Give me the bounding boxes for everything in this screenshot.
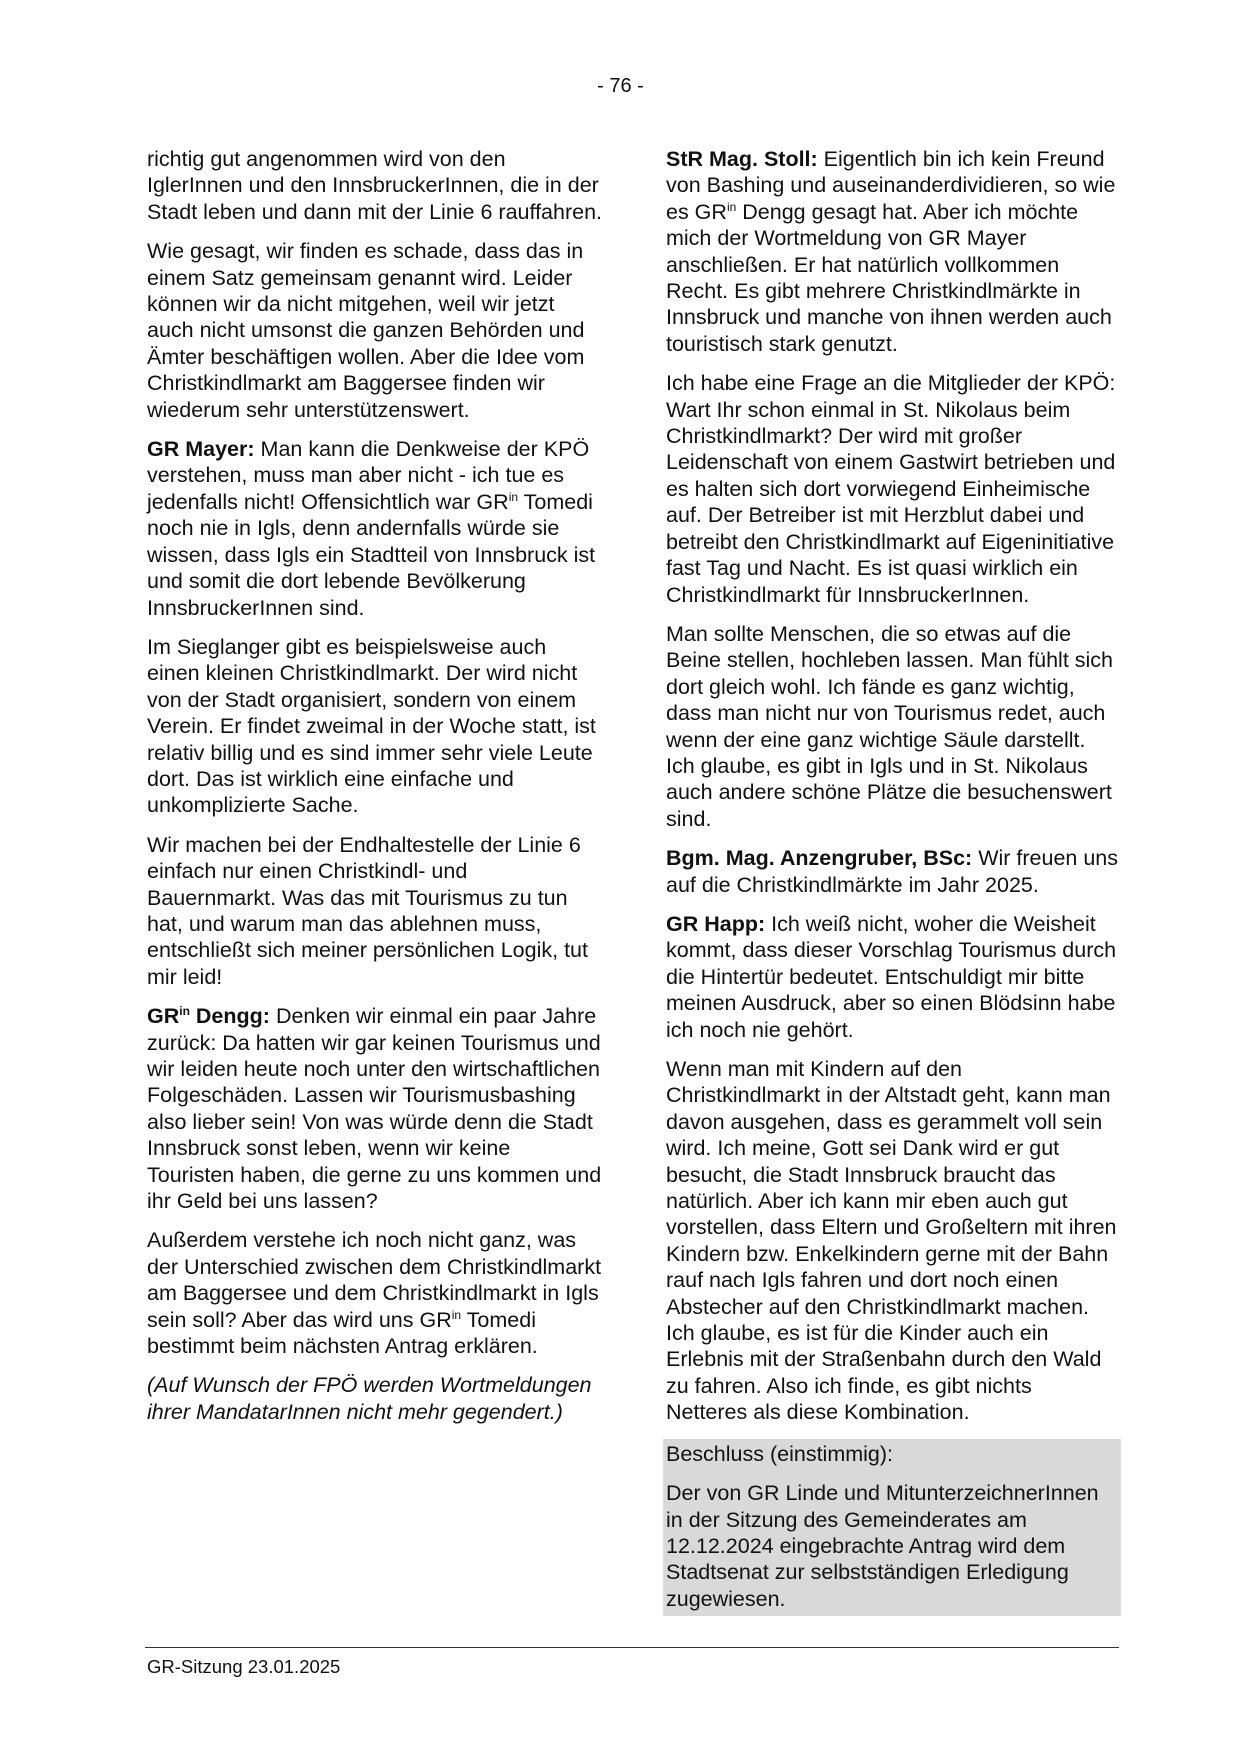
- paragraph-text: Tomedi bestimmt beim nächsten Antrag erklären.: [147, 1307, 538, 1359]
- paragraph: [666, 621, 1118, 832]
- paragraph-text: Wir freuen uns auf die Christkindlmärkte im Jahr 2025.: [666, 846, 1119, 897]
- right-column: [666, 146, 1118, 1616]
- decision-box: [663, 1439, 1121, 1616]
- paragraph: [666, 370, 1118, 608]
- footer-divider: [145, 1647, 1119, 1648]
- paragraph-text: Man kann die Denkweise der KPÖ verstehen, muss man aber nicht - ich tue es jedenfalls nicht! Offensichtlich war GR: [147, 437, 590, 514]
- paragraph: [147, 832, 602, 990]
- superscript: in: [179, 1004, 190, 1019]
- superscript: in: [508, 489, 519, 504]
- paragraph-text: Wir machen bei der Endhaltestelle der Linie 6 einfach nur einen Christkindl- und Bauernmarkt. Was das mit Tourismus zu tun hat, und warum man das ablehnen muss, entschließt sich meiner persönlichen Logik, tut mir leid!: [147, 832, 588, 989]
- speaker-name: [147, 1004, 270, 1028]
- paragraph-text: (Auf Wunsch der FPÖ werden Wortmeldungen ihrer MandatarInnen nicht mehr gegendert.): [147, 1373, 592, 1424]
- superscript: in: [726, 199, 737, 214]
- paragraph: [147, 238, 602, 423]
- paragraph-text: Außerdem verstehe ich noch nicht ganz, was der Unterschied zwischen dem Christkindlmarkt am Baggersee und dem Christkindlmarkt in Igls sein soll? Aber das wird uns GR: [147, 1228, 602, 1332]
- paragraph: [147, 1227, 602, 1359]
- paragraph-text: richtig gut angenommen wird von den IglerInnen und den InnsbruckerInnen, die in der Stadt leben und dann mit der Linie 6 rauffahren.: [147, 147, 603, 224]
- paragraph: [147, 634, 602, 819]
- speaker-title: GR: [147, 1004, 180, 1029]
- editorial-note: [147, 1372, 602, 1425]
- paragraph: [666, 845, 1118, 898]
- paragraph-text: Denken wir einmal ein paar Jahre zurück: Da hatten wir gar keinen Tourismus und wir leiden heute noch unter den wirtschaftlichen Folgeschäden. Lassen wir Tourismusbashing also lieber sein! Von was würde denn die Stadt Innsbruck sonst leben, wenn wir keine Touristen haben, die gerne zu uns kommen und ihr Geld bei uns lassen?: [147, 1004, 602, 1214]
- paragraph-text: Dengg gesagt hat. Aber ich möchte mich der Wortmeldung von GR Mayer anschließen. Er hat natürlich vollkommen Recht. Es gibt mehrere Christkindlmärkte in Innsbruck und manche von ihnen werden auch touristisch stark genutzt.: [666, 199, 1112, 356]
- paragraph-text: Ich habe eine Frage an die Mitglieder der KPÖ: Wart Ihr schon einmal in St. Nikolaus beim Christkindlmarkt? Der wird mit großer Leidenschaft von einem Gastwirt betrieben und es halten sich dort vorwiegend Einheimische auf. Der Betreiber ist mit Herzblut dabei und betreibt den Christkindlmarkt auf Eigeninitiative fast Tag und Nacht. Es ist quasi wirklich ein Christkindlmarkt für InnsbruckerInnen.: [666, 371, 1116, 607]
- paragraph-text: Eigentlich bin ich kein Freund von Bashing und auseinanderdividieren, so wie es GR: [666, 147, 1116, 224]
- paragraph-text: Wenn man mit Kindern auf den Christkindlmarkt in der Altstadt geht, kann man davon ausgehen, dass es gerammelt voll sein wird. Ich meine, Gott sei Dank wird er gut besucht, die Stadt Innsbruck braucht das natürlich. Aber ich kann mir eben auch gut vorstellen, dass Eltern und Großeltern mit ihren Kindern bzw. Enkelkindern gerne mit der Bahn rauf nach Igls fahren und dort noch einen Abstecher auf den Christkindlmarkt machen. Ich glaube, es ist für die Kinder auch ein Erlebnis mit der Straßenbahn durch den Wald zu fahren. Also ich finde, es gibt nichts Netteres als diese Kombination.: [666, 1057, 1117, 1425]
- speaker-surname: Dengg:: [189, 1004, 270, 1029]
- page-number: - 76 -: [597, 75, 644, 97]
- paragraph: [666, 911, 1118, 1043]
- paragraph: [147, 1003, 602, 1214]
- paragraph-text: Im Sieglanger gibt es beispielsweise auch einen kleinen Christkindlmarkt. Der wird nicht von der Stadt organisiert, sondern von einem Verein. Er findet zweimal in der Woche statt, ist relativ billig und es sind immer sehr viele Leute dort. Das ist wirklich eine einfache und unkomplizierte Sache.: [147, 634, 596, 818]
- paragraph-text: Man sollte Menschen, die so etwas auf die Beine stellen, hochleben lassen. Man fühlt sich dort gleich wohl. Ich fände es ganz wichtig, dass man nicht nur von Tourismus redet, auch wenn der eine ganz wichtige Säule darstellt. Ich glaube, es gibt in Igls und in St. Nikolaus auch andere schöne Plätze die besuchenswert sind.: [666, 621, 1113, 831]
- paragraph: [147, 436, 602, 621]
- speaker-name: GR Mayer:: [147, 437, 255, 462]
- paragraph-text: Wie gesagt, wir finden es schade, dass das in einem Satz gemeinsam genannt wird. Leider können wir da nicht mitgehen, weil wir jetzt auch nicht umsonst die ganzen Behörden und Ämter beschäftigen wollen. Aber die Idee vom Christkindlmarkt am Baggersee finden wir wiederum sehr unterstützenswert.: [147, 239, 585, 422]
- decision-heading: Beschluss (einstimmig):: [666, 1441, 893, 1466]
- paragraph: [147, 146, 602, 225]
- paragraph-text: Tomedi noch nie in Igls, denn andernfalls würde sie wissen, dass Igls ein Stadtteil von Innsbruck ist und somit die dort lebende Bevölkerung InnsbruckerInnen sind.: [147, 489, 596, 620]
- paragraph: [666, 1056, 1118, 1426]
- paragraph: [666, 146, 1118, 357]
- speaker-name: StR Mag. Stoll:: [666, 147, 818, 171]
- paragraph-text: Ich weiß nicht, woher die Weisheit kommt, dass dieser Vorschlag Tourismus durch die Hintertür bedeutet. Entschuldigt mir bitte meinen Ausdruck, aber so einen Blödsinn habe ich noch nie gehört.: [666, 911, 1117, 1042]
- footer-text: GR-Sitzung 23.01.2025: [147, 1656, 341, 1677]
- left-column: [147, 146, 602, 1438]
- superscript: in: [451, 1307, 462, 1322]
- speaker-name: Bgm. Mag. Anzengruber, BSc:: [666, 846, 973, 871]
- decision-text: Der von GR Linde und MitunterzeichnerInnen in der Sitzung des Gemeinderates am 12.12.2024 eingebrachte Antrag wird dem Stadtsenat zur selbstständigen Erledigung zugewiesen.: [666, 1481, 1099, 1611]
- speaker-name: GR Happ:: [666, 911, 766, 936]
